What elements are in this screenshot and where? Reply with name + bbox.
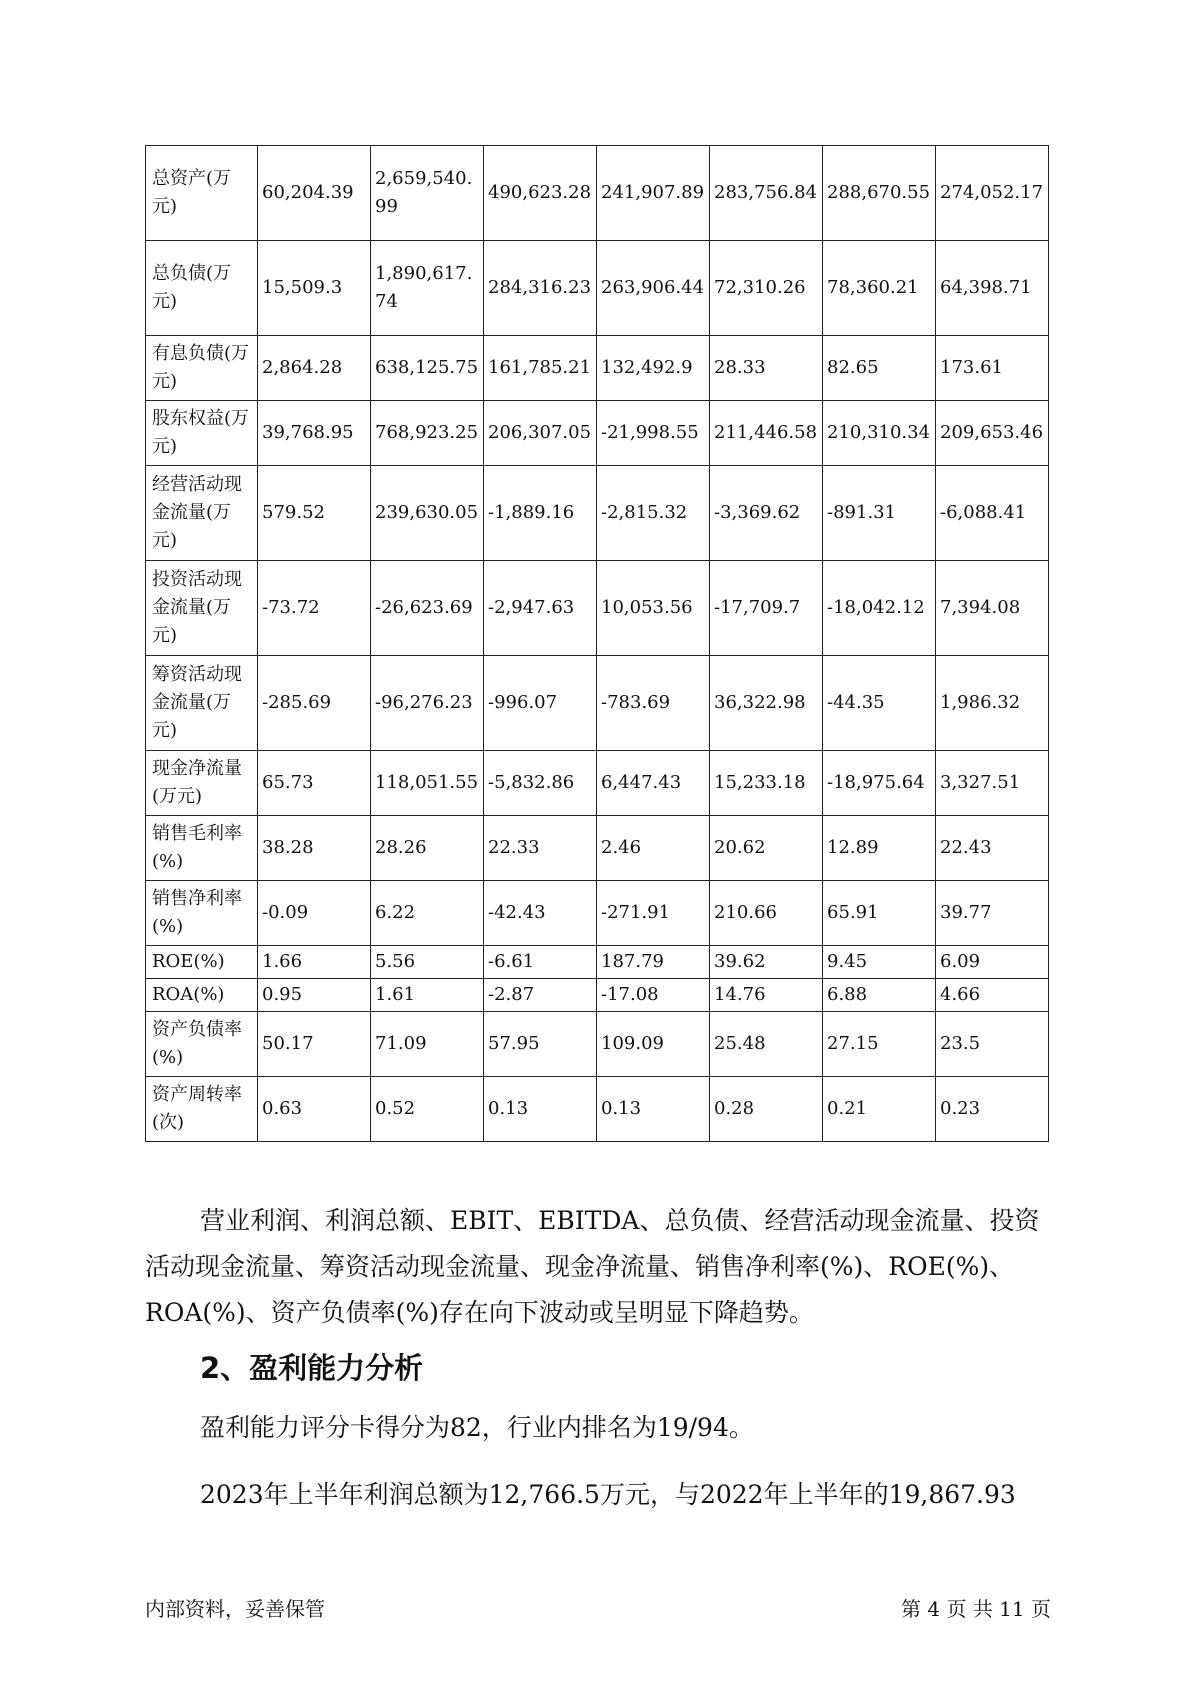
table-row: [146, 146, 1049, 241]
table-cell: 3,327.51: [936, 751, 1049, 816]
table-cell: -18,042.12: [823, 561, 936, 656]
table-cell: 211,446.58: [710, 401, 823, 466]
table-cell: 2,659,540.99: [371, 146, 484, 241]
row-label: 筹资活动现金流量(万元): [146, 656, 258, 751]
table-cell: 78,360.21: [823, 241, 936, 336]
section-heading: 2、盈利能力分析: [200, 1351, 424, 1385]
table-cell: -5,832.86: [484, 751, 597, 816]
table-cell: 1.66: [258, 946, 371, 979]
table-cell: 239,630.05: [371, 466, 484, 561]
row-label: 投资活动现金流量(万元): [146, 561, 258, 656]
table-cell: -6.61: [484, 946, 597, 979]
table-cell: 39.77: [936, 881, 1049, 946]
table-cell: 6.88: [823, 979, 936, 1012]
table-cell: 14.76: [710, 979, 823, 1012]
table-cell: -17.08: [597, 979, 710, 1012]
table-cell: 4.66: [936, 979, 1049, 1012]
row-label: 经营活动现金流量(万元): [146, 466, 258, 561]
financial-table-body: [146, 146, 1049, 1142]
table-cell: 288,670.55: [823, 146, 936, 241]
table-cell: 210.66: [710, 881, 823, 946]
table-cell: 490,623.28: [484, 146, 597, 241]
table-cell: 39.62: [710, 946, 823, 979]
table-cell: 283,756.84: [710, 146, 823, 241]
table-cell: -285.69: [258, 656, 371, 751]
table-cell: 1,986.32: [936, 656, 1049, 751]
table-cell: 5.56: [371, 946, 484, 979]
footer-note: 内部资料，妥善保管: [145, 1597, 325, 1621]
table-cell: 6.09: [936, 946, 1049, 979]
trend-paragraph: 营业利润、利润总额、EBIT、EBITDA、总负债、经营活动现金流量、投资活动现金流量、筹资活动现金流量、现金净流量、销售净利率(%)、ROE(%)、ROA(%)、资产负债率(%)存在向下波动或呈明显下降趋势。: [145, 1206, 1040, 1327]
table-cell: -44.35: [823, 656, 936, 751]
table-cell: -3,369.62: [710, 466, 823, 561]
table-cell: 15,233.18: [710, 751, 823, 816]
table-cell: -1,889.16: [484, 466, 597, 561]
table-cell: 241,907.89: [597, 146, 710, 241]
table-cell: 263,906.44: [597, 241, 710, 336]
table-cell: 209,653.46: [936, 401, 1049, 466]
table-cell: 579.52: [258, 466, 371, 561]
table-row: [146, 656, 1049, 751]
table-row: [146, 466, 1049, 561]
table-cell: 274,052.17: [936, 146, 1049, 241]
table-cell: -6,088.41: [936, 466, 1049, 561]
table-cell: 50.17: [258, 1012, 371, 1077]
table-cell: 22.33: [484, 816, 597, 881]
row-label: 资产负债率(%): [146, 1012, 258, 1077]
table-row: [146, 336, 1049, 401]
table-cell: 1.61: [371, 979, 484, 1012]
table-cell: 1,890,617.74: [371, 241, 484, 336]
table-row: [146, 751, 1049, 816]
table-cell: -783.69: [597, 656, 710, 751]
profit-paragraph: 2023年上半年利润总额为12,766.5万元，与2022年上半年的19,867.93: [200, 1480, 1016, 1509]
table-cell: 768,923.25: [371, 401, 484, 466]
financial-table: [145, 145, 1049, 1142]
table-cell: 22.43: [936, 816, 1049, 881]
table-cell: 0.21: [823, 1077, 936, 1142]
row-label: ROA(%): [146, 979, 258, 1012]
row-label: 有息负债(万元): [146, 336, 258, 401]
table-cell: 39,768.95: [258, 401, 371, 466]
table-cell: 60,204.39: [258, 146, 371, 241]
table-cell: 28.26: [371, 816, 484, 881]
table-cell: -18,975.64: [823, 751, 936, 816]
table-cell: -2.87: [484, 979, 597, 1012]
row-label: 资产周转率(次): [146, 1077, 258, 1142]
table-cell: 28.33: [710, 336, 823, 401]
table-cell: -891.31: [823, 466, 936, 561]
table-cell: -73.72: [258, 561, 371, 656]
table-cell: 638,125.75: [371, 336, 484, 401]
table-cell: 109.09: [597, 1012, 710, 1077]
table-cell: 118,051.55: [371, 751, 484, 816]
table-cell: 284,316.23: [484, 241, 597, 336]
table-cell: 65.91: [823, 881, 936, 946]
table-cell: 6,447.43: [597, 751, 710, 816]
table-cell: -17,709.7: [710, 561, 823, 656]
table-cell: -26,623.69: [371, 561, 484, 656]
table-cell: -42.43: [484, 881, 597, 946]
table-cell: 173.61: [936, 336, 1049, 401]
table-cell: 65.73: [258, 751, 371, 816]
table-cell: -996.07: [484, 656, 597, 751]
table-cell: 38.28: [258, 816, 371, 881]
table-cell: 187.79: [597, 946, 710, 979]
score-paragraph: 盈利能力评分卡得分为82，行业内排名为19/94。: [200, 1413, 754, 1442]
row-label: 现金净流量(万元): [146, 751, 258, 816]
table-cell: 36,322.98: [710, 656, 823, 751]
table-cell: 27.15: [823, 1012, 936, 1077]
table-cell: 0.63: [258, 1077, 371, 1142]
table-cell: -0.09: [258, 881, 371, 946]
table-cell: 7,394.08: [936, 561, 1049, 656]
table-cell: 25.48: [710, 1012, 823, 1077]
table-row: [146, 816, 1049, 881]
table-cell: 132,492.9: [597, 336, 710, 401]
table-cell: -271.91: [597, 881, 710, 946]
table-row: [146, 401, 1049, 466]
table-cell: 82.65: [823, 336, 936, 401]
table-row: [146, 1012, 1049, 1077]
row-label: 销售毛利率(%): [146, 816, 258, 881]
table-cell: 0.23: [936, 1077, 1049, 1142]
table-cell: 20.62: [710, 816, 823, 881]
table-cell: -2,815.32: [597, 466, 710, 561]
table-cell: 23.5: [936, 1012, 1049, 1077]
table-cell: 6.22: [371, 881, 484, 946]
table-cell: 64,398.71: [936, 241, 1049, 336]
table-cell: 0.13: [484, 1077, 597, 1142]
table-cell: 10,053.56: [597, 561, 710, 656]
table-cell: 12.89: [823, 816, 936, 881]
table-cell: -96,276.23: [371, 656, 484, 751]
table-cell: 206,307.05: [484, 401, 597, 466]
table-row: [146, 561, 1049, 656]
table-cell: 2,864.28: [258, 336, 371, 401]
page-number: 第 4 页 共 11 页: [901, 1597, 1051, 1621]
row-label: 总资产(万元): [146, 146, 258, 241]
table-row: [146, 241, 1049, 336]
table-cell: 0.13: [597, 1077, 710, 1142]
row-label: 股东权益(万元): [146, 401, 258, 466]
table-cell: 161,785.21: [484, 336, 597, 401]
row-label: ROE(%): [146, 946, 258, 979]
table-cell: 0.52: [371, 1077, 484, 1142]
table-row: [146, 881, 1049, 946]
table-row: [146, 979, 1049, 1012]
table-cell: 210,310.34: [823, 401, 936, 466]
table-cell: 9.45: [823, 946, 936, 979]
table-cell: -2,947.63: [484, 561, 597, 656]
table-cell: 0.28: [710, 1077, 823, 1142]
table-cell: 15,509.3: [258, 241, 371, 336]
row-label: 销售净利率(%): [146, 881, 258, 946]
table-row: [146, 946, 1049, 979]
row-label: 总负债(万元): [146, 241, 258, 336]
table-cell: 72,310.26: [710, 241, 823, 336]
table-cell: 71.09: [371, 1012, 484, 1077]
table-row: [146, 1077, 1049, 1142]
table-cell: 2.46: [597, 816, 710, 881]
table-cell: 57.95: [484, 1012, 597, 1077]
table-cell: -21,998.55: [597, 401, 710, 466]
table-cell: 0.95: [258, 979, 371, 1012]
